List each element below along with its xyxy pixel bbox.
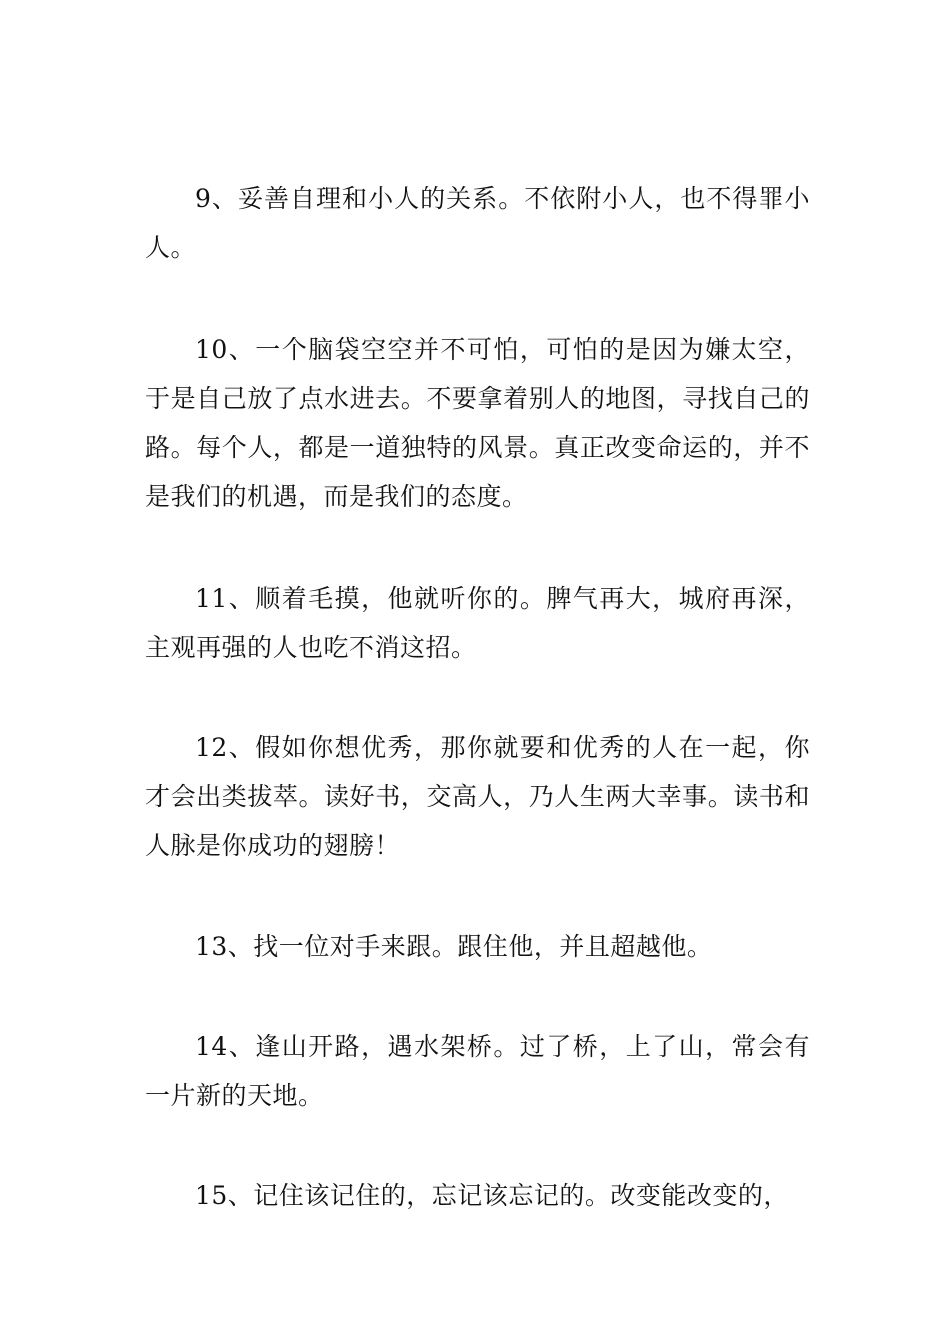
paragraph-item-14: 14、逢山开路，遇水架桥。过了桥，上了山，常会有一片新的天地。 <box>145 1032 810 1110</box>
paragraph-item-9: 9、妥善自理和小人的关系。不依附小人，也不得罪小人。 <box>145 184 810 262</box>
paragraph-item-12: 12、假如你想优秀，那你就要和优秀的人在一起，你才会出类拔萃。读好书，交高人，乃人生两大幸事。读书和人脉是你成功的翅膀！ <box>145 733 810 860</box>
paragraph-item-13: 13、找一位对手来跟。跟住他，并且超越他。 <box>195 932 713 961</box>
paragraph-item-11: 11、顺着毛摸，他就听你的。脾气再大，城府再深，主观再强的人也吃不消这招。 <box>145 584 810 662</box>
paragraph-item-15: 15、记住该记住的，忘记该忘记的。改变能改变的， <box>195 1181 789 1210</box>
paragraph-item-10: 10、一个脑袋空空并不可怕，可怕的是因为嫌太空，于是自己放了点水进去。不要拿着别人的地图，寻找自己的路。每个人，都是一道独特的风景。真正改变命运的，并不是我们的机遇，而是我们的态度。 <box>145 335 810 511</box>
